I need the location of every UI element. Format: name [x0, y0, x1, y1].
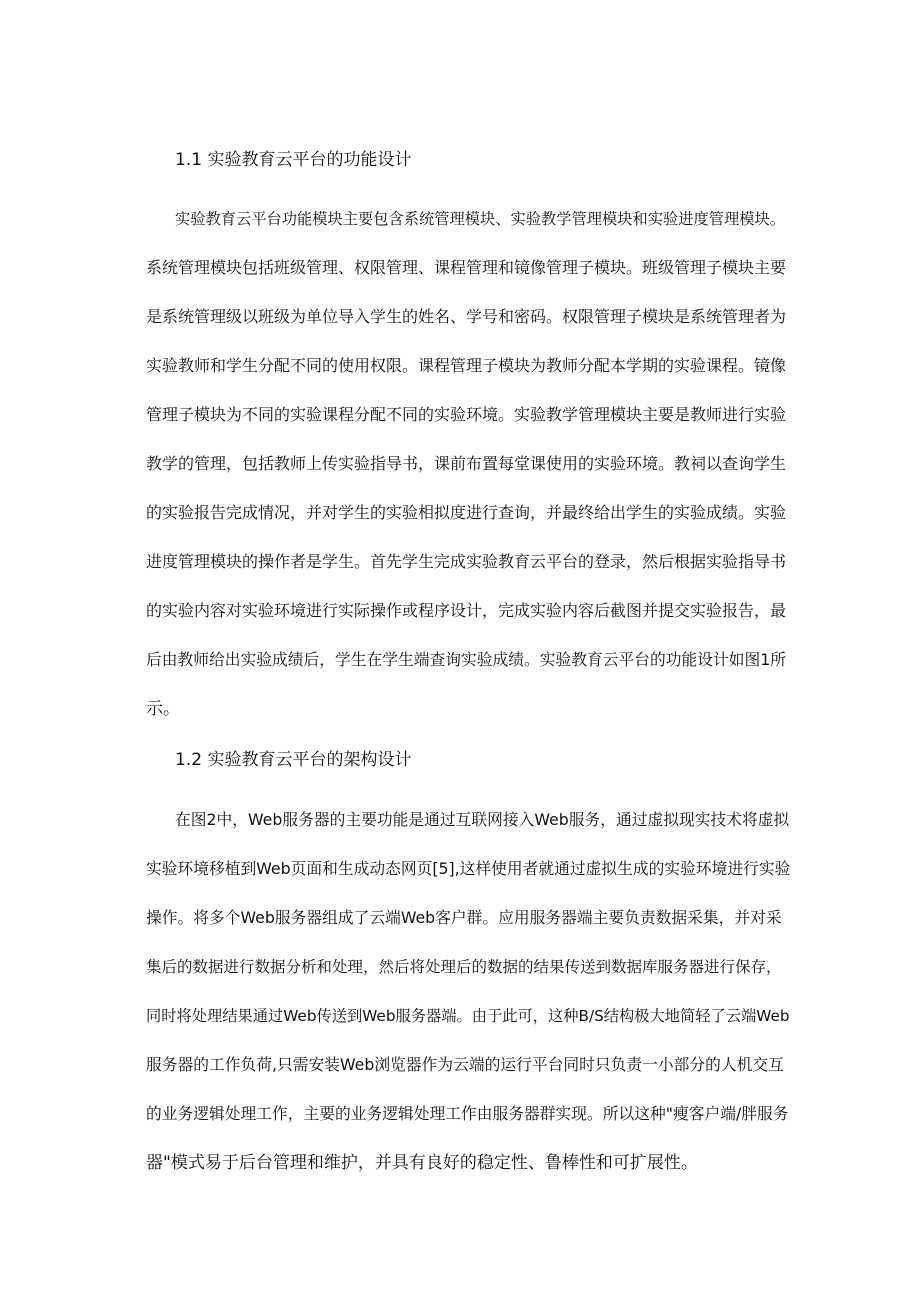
paragraph-line: 的实验报告完成情况，并对学生的实验相拟度进行查询，并最终给出学生的实验成绩。实验: [146, 503, 787, 522]
paragraph-line: 集后的数据进行数据分析和处理，然后将处理后的数据的结果传送到数据库服务器进行保存，: [146, 958, 782, 976]
paragraph-line: 的实验内容对实验环境进行实际操作或程序设计，完成实验内容后截图并提交实验报告，最: [146, 601, 787, 620]
paragraph-line: 服务器的工作负荷,只需安装Web浏览器作为云端的运行平台同时只负责一小部分的人机交互: [146, 1055, 784, 1074]
paragraph-line: 实验教师和学生分配不同的使用权限。课程管理子模块为教师分配本学期的实验课程。镜像: [146, 356, 787, 375]
paragraph-line: 的业务逻辑处理工作，主要的业务逻辑处理工作由服务器群实现。所以这种"瘦客户端/胖服务: [146, 1104, 789, 1123]
paragraph-line: 在图2中，Web服务器的主要功能是通过互联网接入Web服务，通过虚拟现实技术将虚拟: [175, 810, 790, 829]
paragraph-line: 后由教师给出实验成绩后，学生在学生端查询实验成绩。实验教育云平台的功能设计如图1所: [146, 650, 787, 669]
section-heading-1-1: 1.1 实验教育云平台的功能设计: [175, 150, 412, 170]
paragraph-line: 同时将处理结果通过Web传送到Web服务器端。由于此可，这种B/S结构极大地简轻了云端Web: [146, 1007, 790, 1025]
paragraph-line: 是系统管理级以班级为单位导入学生的姓名、学号和密码。权限管理子模块是系统管理者为: [146, 307, 787, 326]
paragraph-line: 示。: [146, 699, 180, 719]
paragraph-line: 进度管理模块的操作者是学生。首先学生完成实验教育云平台的登录，然后根据实验指导书: [146, 552, 787, 571]
section-heading-1-2: 1.2 实验教育云平台的架构设计: [175, 750, 412, 770]
paragraph-line: 实验环境移植到Web页面和生成动态网页[5],这样使用者就通过虚拟生成的实验环境进行实验: [146, 859, 791, 878]
paragraph-line: 管理子模块为不同的实验课程分配不同的实验环境。实验教学管理模块主要是教师进行实验: [146, 405, 787, 424]
paragraph-line: 系统管理模块包括班级管理、权限管理、课程管理和镜像管理子模块。班级管理子模块主要: [146, 258, 787, 277]
paragraph-line: 教学的管理，包括教师上传实验指导书，课前布置每堂课使用的实验环境。教祠以查询学生: [146, 454, 787, 473]
paragraph-line: 实验教育云平台功能模块主要包含系统管理模块、实验教学管理模块和实验进度管理模块。: [175, 210, 785, 228]
paragraph-line: 操作。将多个Web服务器组成了云端Web客户群。应用服务器端主要负责数据采集，并对采: [146, 908, 782, 927]
paragraph-line: 器"模式易于后台管理和维护，并具有良好的稳定性、鲁棒性和可扩展性。: [146, 1153, 698, 1173]
